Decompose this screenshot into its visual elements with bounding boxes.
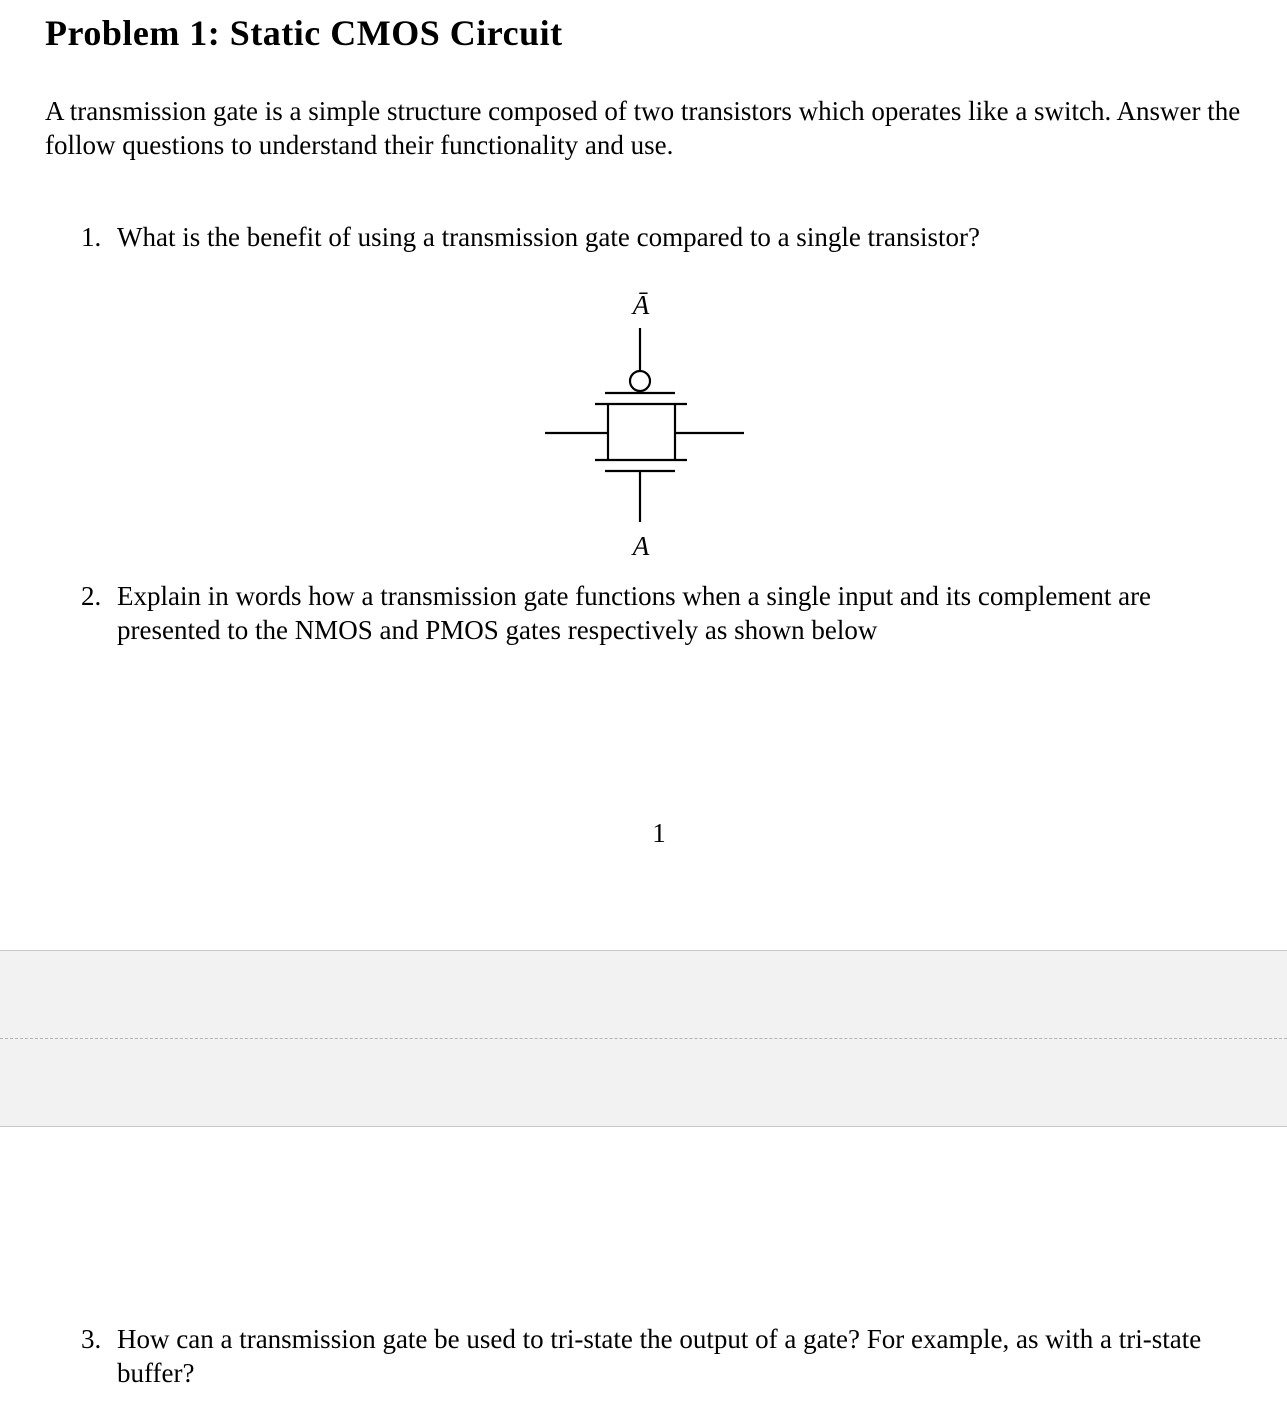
question-2-text: Explain in words how a transmission gate functions when a single input and its complement are presented to the NMOS and PMOS gates respectively as shown below: [117, 581, 1152, 645]
intro-paragraph: A transmission gate is a simple structure composed of two transistors which operates like a switch. Answer the follow questions to understand their functionality and use.: [45, 96, 1241, 160]
question-2-number: 2.: [81, 581, 102, 611]
page-separator: [0, 950, 1287, 1127]
problem-title: Problem 1: Static CMOS Circuit: [45, 13, 563, 53]
question-3-number: 3.: [81, 1324, 102, 1354]
question-2: [81, 579, 1261, 647]
question-3-text: How can a transmission gate be used to tri-state the output of a gate? For example, as with a tri-state buffer?: [117, 1324, 1202, 1388]
question-1: [81, 220, 1261, 254]
page-number: 1: [652, 818, 666, 848]
question-1-text: What is the benefit of using a transmission gate compared to a single transistor?: [117, 222, 981, 252]
transmission-gate-symbol: [545, 328, 744, 522]
transmission-gate-diagram: [530, 280, 760, 570]
question-1-number: 1.: [81, 222, 102, 252]
a-bar-label: Ā: [632, 290, 650, 320]
page-break-line: [0, 1038, 1287, 1039]
a-label: A: [632, 531, 650, 561]
question-3: [81, 1322, 1276, 1390]
